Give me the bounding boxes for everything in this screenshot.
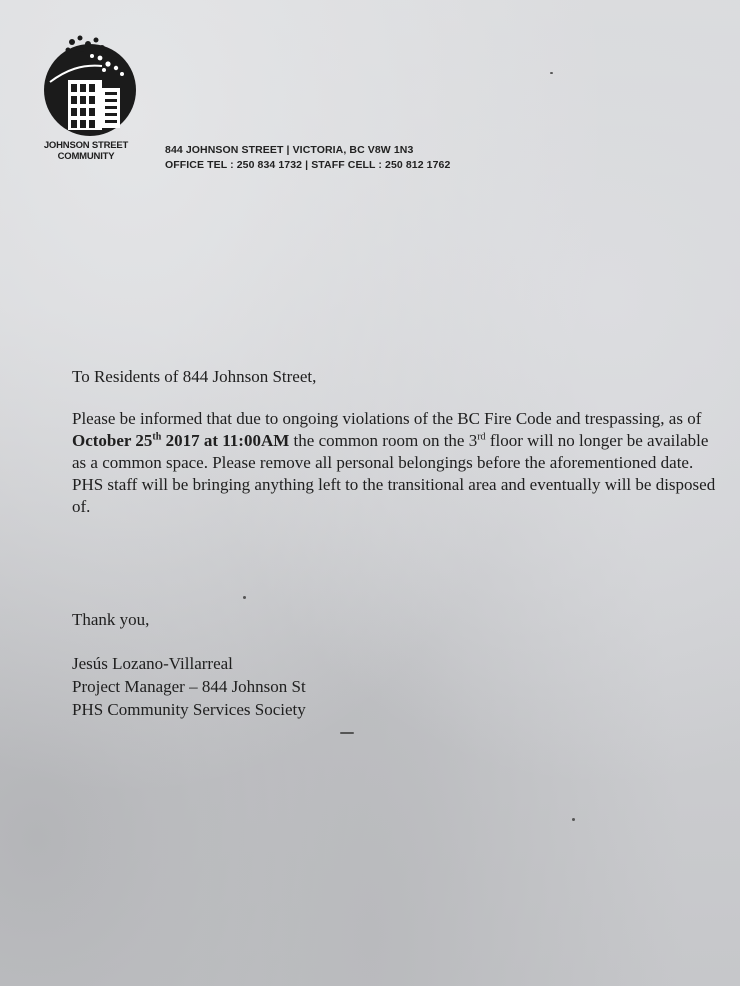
notice-text-2: the common room on the 3 (289, 431, 478, 450)
letterhead-address: 844 JOHNSON STREET | VICTORIA, BC V8W 1N3 (165, 144, 414, 156)
paper-speck (340, 732, 354, 734)
date-suffix: th (152, 431, 162, 443)
signer-organization: PHS Community Services Society (72, 700, 306, 719)
floor-suffix: rd (477, 431, 486, 443)
salutation: To Residents of 844 Johnson Street, (72, 367, 317, 386)
effective-date-day: October 25 (72, 431, 153, 450)
signer-title: Project Manager – 844 Johnson St (72, 677, 306, 696)
org-name-line-1: JOHNSON STREET (43, 140, 129, 151)
notice-text-3: floor will no longer be available as a common space. Please remove all personal belongings before the aforementioned date. PHS staff will be bringing anything left to the transitional area and eventually will be disposed of. (72, 431, 716, 516)
paper-speck (572, 818, 575, 821)
paper-speck (243, 596, 246, 599)
organization-name (30, 140, 142, 162)
effective-date (72, 431, 289, 450)
notice-paragraph (72, 408, 722, 518)
letterhead-contact (165, 143, 450, 173)
signer-name: Jesús Lozano-Villarreal (72, 654, 233, 673)
notice-text-1: Please be informed that due to ongoing violations of the BC Fire Code and trespassing, as of (72, 409, 702, 428)
letter-body (72, 366, 722, 518)
letterhead-phones: OFFICE TEL : 250 834 1732 | STAFF CELL : 250 812 1762 (165, 159, 451, 171)
effective-time: 2017 at 11:00AM (161, 431, 290, 450)
org-name-line-2: COMMUNITY (57, 151, 115, 162)
signature-block (72, 652, 306, 721)
johnson-street-building-logo (42, 34, 138, 138)
paper-speck (550, 72, 553, 74)
closing: Thank you, (72, 610, 150, 629)
